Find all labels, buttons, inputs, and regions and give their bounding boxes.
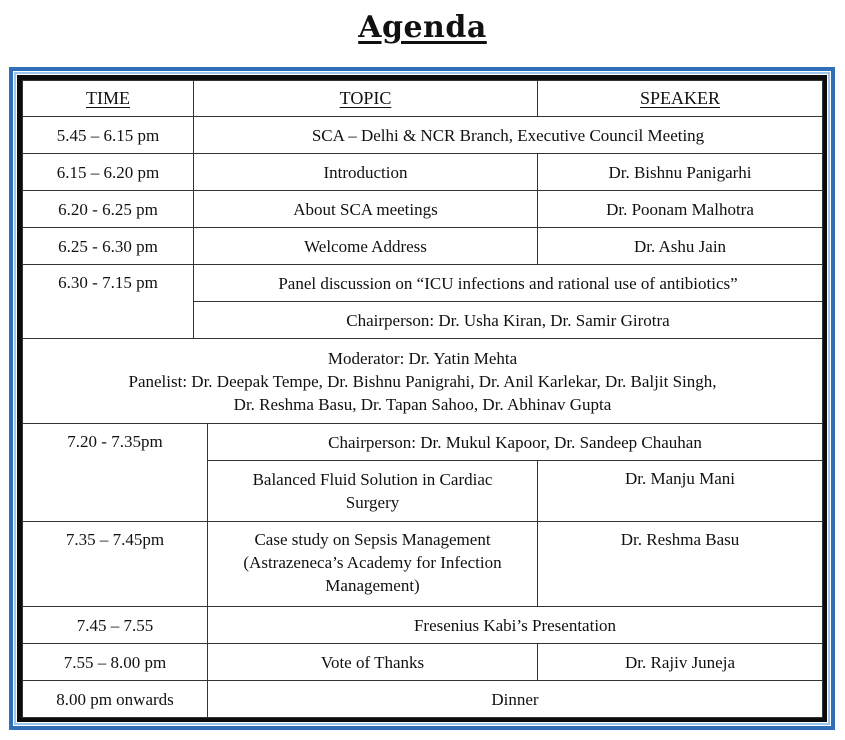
- panel-cell: [23, 339, 823, 424]
- table-row: [23, 607, 823, 644]
- time-cell: 8.00 pm onwards: [23, 681, 208, 718]
- topic-cell: [208, 461, 538, 522]
- table-row: [23, 191, 823, 228]
- speaker-cell: Dr. Ashu Jain: [538, 228, 823, 265]
- page-title: Agenda: [358, 10, 487, 45]
- time-cell: 6.25 - 6.30 pm: [23, 228, 194, 265]
- table-row: [23, 154, 823, 191]
- topic-cell: Fresenius Kabi’s Presentation: [208, 607, 823, 644]
- header-time: TIME: [23, 81, 194, 117]
- moderator-text: Moderator: Dr. Yatin Mehta: [327, 348, 518, 368]
- time-cell: 7.45 – 7.55: [23, 607, 208, 644]
- table-row: [23, 681, 823, 718]
- topic-cell: Introduction: [194, 154, 538, 191]
- table-row: [23, 522, 823, 607]
- time-cell: 5.45 – 6.15 pm: [23, 117, 194, 154]
- table-row: [23, 644, 823, 681]
- topic-cell: Dinner: [208, 681, 823, 718]
- time-cell: 6.30 - 7.15 pm: [23, 265, 194, 339]
- table-row: [23, 339, 823, 424]
- topic-line: Balanced Fluid Solution in Cardiac: [252, 470, 493, 489]
- table-header-row: [23, 81, 823, 117]
- topic-line: Management): [325, 576, 420, 595]
- header-topic: TOPIC: [194, 81, 538, 117]
- time-cell: 7.20 - 7.35pm: [23, 424, 208, 522]
- table-row: [23, 265, 823, 302]
- agenda-table: [22, 80, 823, 718]
- table-row: [23, 117, 823, 154]
- topic-cell: About SCA meetings: [194, 191, 538, 228]
- speaker-cell: Dr. Poonam Malhotra: [538, 191, 823, 228]
- chairperson-cell: Chairperson: Dr. Usha Kiran, Dr. Samir Girotra: [194, 302, 823, 339]
- time-cell: 6.15 – 6.20 pm: [23, 154, 194, 191]
- topic-line: (Astrazeneca’s Academy for Infection: [243, 553, 502, 572]
- table-row: [23, 228, 823, 265]
- speaker-cell: Dr. Bishnu Panigarhi: [538, 154, 823, 191]
- topic-cell: Panel discussion on “ICU infections and rational use of antibiotics”: [194, 265, 823, 302]
- topic-cell: SCA – Delhi & NCR Branch, Executive Council Meeting: [194, 117, 823, 154]
- time-cell: 7.55 – 8.00 pm: [23, 644, 208, 681]
- table-row: [23, 424, 823, 461]
- topic-cell: Welcome Address: [194, 228, 538, 265]
- panelist-text-line2: Dr. Reshma Basu, Dr. Tapan Sahoo, Dr. Abhinav Gupta: [233, 394, 612, 414]
- speaker-cell: Dr. Reshma Basu: [538, 522, 823, 607]
- topic-cell: [208, 522, 538, 607]
- panelist-text-line1: Panelist: Dr. Deepak Tempe, Dr. Bishnu Panigrahi, Dr. Anil Karlekar, Dr. Baljit Singh,: [128, 371, 717, 391]
- speaker-cell: Dr. Manju Mani: [538, 461, 823, 522]
- topic-cell: Vote of Thanks: [208, 644, 538, 681]
- time-cell: 7.35 – 7.45pm: [23, 522, 208, 607]
- speaker-cell: Dr. Rajiv Juneja: [538, 644, 823, 681]
- chairperson-cell: Chairperson: Dr. Mukul Kapoor, Dr. Sandeep Chauhan: [208, 424, 823, 461]
- topic-line: Surgery: [345, 493, 400, 512]
- time-cell: 6.20 - 6.25 pm: [23, 191, 194, 228]
- topic-line: Case study on Sepsis Management: [254, 530, 491, 549]
- header-speaker: SPEAKER: [538, 81, 823, 117]
